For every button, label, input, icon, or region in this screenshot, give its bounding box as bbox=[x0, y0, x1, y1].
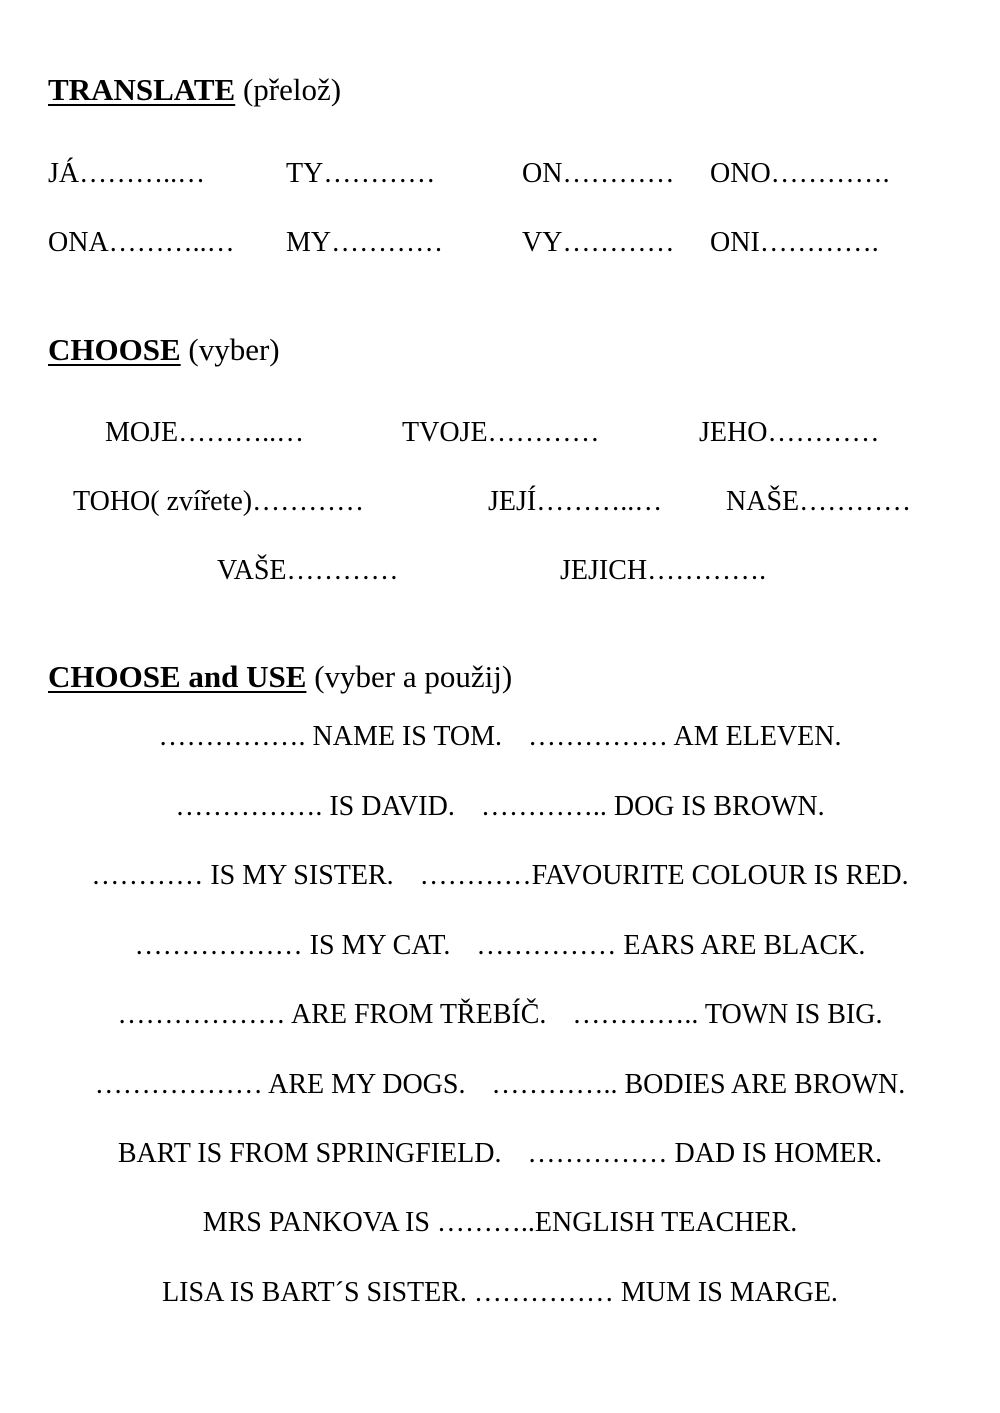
exercise-row bbox=[0, 862, 1000, 890]
choose-item: MOJE………..… bbox=[105, 417, 305, 448]
translate-item: MY………… bbox=[286, 227, 444, 258]
exercise-row bbox=[0, 793, 1000, 821]
choose-heading-sub: (vyber) bbox=[188, 332, 280, 367]
translate-item: ONI…………. bbox=[710, 227, 879, 258]
choose-item: JEJICH…………. bbox=[560, 555, 767, 586]
exercise-sentence: …………… EARS ARE BLACK. bbox=[476, 930, 866, 961]
exercise-sentence: ……………… IS MY CAT. bbox=[134, 930, 451, 961]
exercise-row bbox=[0, 723, 1000, 751]
choose-heading bbox=[48, 334, 280, 365]
exercise-row bbox=[0, 1001, 1000, 1029]
choose-heading-title: CHOOSE bbox=[48, 332, 181, 367]
choose-item: VAŠE………… bbox=[217, 555, 399, 586]
exercise-row bbox=[0, 1279, 1000, 1307]
choose-use-heading-title: CHOOSE and USE bbox=[48, 659, 307, 694]
exercise-sentence: ………….. DOG IS BROWN. bbox=[480, 791, 825, 822]
choose-item: JEHO………… bbox=[699, 417, 880, 448]
exercise-sentence: ………….. TOWN IS BIG. bbox=[572, 999, 883, 1030]
exercise-row bbox=[0, 932, 1000, 960]
translate-item: VY………… bbox=[522, 227, 675, 258]
exercise-sentence: BART IS FROM SPRINGFIELD. bbox=[117, 1138, 502, 1169]
exercise-sentence: ………….. BODIES ARE BROWN. bbox=[491, 1069, 906, 1100]
translate-heading-sub: (přelož) bbox=[242, 72, 342, 107]
exercise-row bbox=[0, 1140, 1000, 1168]
exercise-sentence: ……………. NAME IS TOM. bbox=[158, 721, 503, 752]
translate-item: ONO…………. bbox=[710, 158, 890, 189]
exercise-sentence: …………FAVOURITE COLOUR IS RED. bbox=[419, 860, 909, 891]
exercise-sentence: …………… AM ELEVEN. bbox=[528, 721, 842, 752]
exercise-row bbox=[0, 1071, 1000, 1099]
translate-heading-title: TRANSLATE bbox=[48, 72, 236, 107]
choose-item: TVOJE………… bbox=[402, 417, 600, 448]
choose-item: TOHO( zvířete)………… bbox=[73, 486, 365, 517]
exercise-sentence: …………… DAD IS HOMER. bbox=[527, 1138, 883, 1169]
choose-use-heading-sub: (vyber a použij) bbox=[314, 659, 513, 694]
choose-item: NAŠE………… bbox=[726, 486, 912, 517]
translate-item: ONA………..… bbox=[48, 227, 235, 258]
translate-item: ON………… bbox=[522, 158, 675, 189]
exercise-row bbox=[0, 1209, 1000, 1237]
choose-item: JEJÍ………..… bbox=[488, 486, 663, 517]
choose-use-heading bbox=[48, 661, 512, 692]
exercise-sentence: MRS PANKOVA IS ………..ENGLISH TEACHER. bbox=[202, 1207, 798, 1238]
exercise-sentence: LISA IS BART´S SISTER. …………… MUM IS MARGE. bbox=[162, 1277, 838, 1308]
exercise-sentence: ……………… ARE FROM TŘEBÍČ. bbox=[117, 999, 547, 1030]
translate-heading bbox=[48, 74, 341, 105]
exercise-sentence: ……………. IS DAVID. bbox=[175, 791, 455, 822]
translate-item: TY………… bbox=[286, 158, 436, 189]
exercise-sentence: ………… IS MY SISTER. bbox=[91, 860, 394, 891]
translate-item: JÁ………..… bbox=[48, 158, 206, 189]
exercise-sentence: ……………… ARE MY DOGS. bbox=[94, 1069, 466, 1100]
